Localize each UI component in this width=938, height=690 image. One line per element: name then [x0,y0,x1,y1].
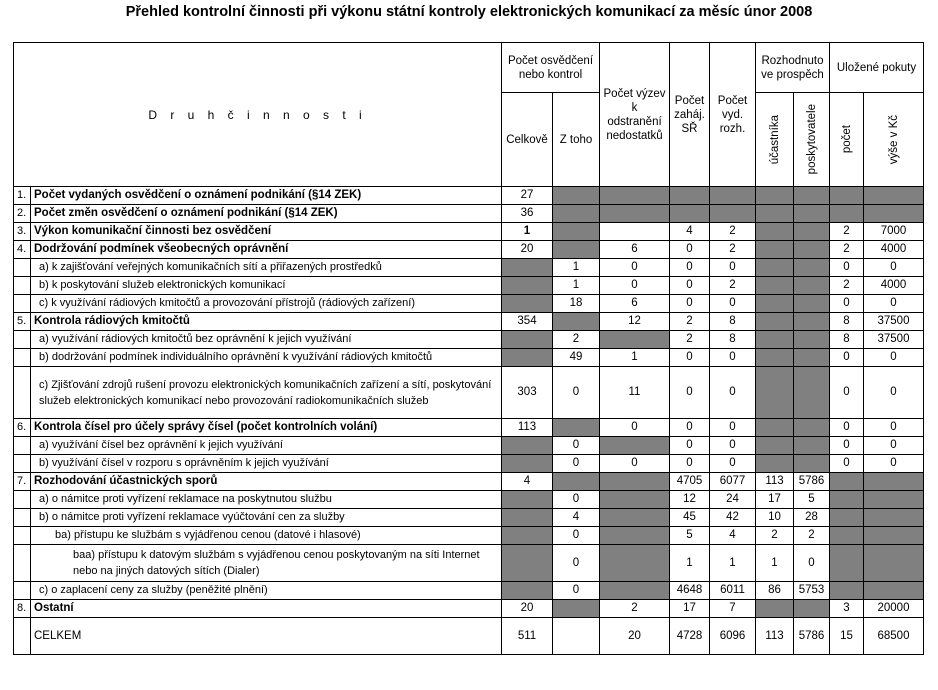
shaded-cell [794,437,830,455]
header-pocet-vyzev: Počet výzev k odstranění nedostatků [600,43,670,187]
shaded-cell [553,473,600,491]
value-cell: 1 [670,545,710,582]
value-cell: 2 [756,527,794,545]
value-cell: 2 [710,241,756,259]
header-celkove: Celkově [502,93,553,187]
row-label: CELKEM [31,618,502,655]
value-cell: 2 [670,313,710,331]
row-label: Počet vydaných osvědčení o oznámení podnikání (§14 ZEK) [31,187,502,205]
shaded-cell [710,187,756,205]
value-cell: 0 [670,419,710,437]
value-cell: 354 [502,313,553,331]
table-row [14,527,924,545]
value-cell: 0 [864,437,924,455]
shaded-cell [670,205,710,223]
shaded-cell [600,527,670,545]
value-cell: 49 [553,349,600,367]
shaded-cell [600,437,670,455]
value-cell: 113 [502,419,553,437]
shaded-cell [553,223,600,241]
report-table [13,42,924,655]
shaded-cell [600,473,670,491]
value-cell: 15 [830,618,864,655]
value-cell: 2 [830,277,864,295]
value-cell: 20 [502,241,553,259]
value-cell: 1 [756,545,794,582]
value-cell: 4 [502,473,553,491]
value-cell: 68500 [864,618,924,655]
value-cell: 7 [710,600,756,618]
table-row [14,205,924,223]
value-cell: 4 [710,527,756,545]
value-cell: 1 [553,277,600,295]
shaded-cell [864,509,924,527]
value-cell: 0 [864,455,924,473]
value-cell: 0 [670,259,710,277]
value-cell: 36 [502,205,553,223]
value-cell: 12 [600,313,670,331]
shaded-cell [600,545,670,582]
value-cell: 113 [756,618,794,655]
value-cell: 2 [670,331,710,349]
table-row [14,582,924,600]
value-cell: 2 [710,223,756,241]
row-number: 7. [14,473,31,491]
value-cell: 0 [600,259,670,277]
value-cell: 11 [600,367,670,419]
header-vyse: výše v Kč [887,114,900,165]
shaded-cell [830,527,864,545]
value-cell: 0 [670,295,710,313]
header-ucastnika: účastníka [768,114,781,165]
shaded-cell [553,600,600,618]
value-cell: 24 [710,491,756,509]
header-ulozene-pokuty: Uložené pokuty [830,43,924,93]
value-cell: 2 [553,331,600,349]
shaded-cell [864,205,924,223]
value-cell: 8 [830,313,864,331]
value-cell: 37500 [864,331,924,349]
value-cell: 37500 [864,313,924,331]
shaded-cell [794,187,830,205]
value-cell: 8 [710,313,756,331]
value-cell: 0 [553,491,600,509]
shaded-cell [502,295,553,313]
value-cell: 27 [502,187,553,205]
value-cell: 6096 [710,618,756,655]
value-cell: 6 [600,295,670,313]
value-cell: 0 [600,455,670,473]
value-cell: 0 [830,367,864,419]
value-cell: 20000 [864,600,924,618]
value-cell: 5 [670,527,710,545]
shaded-cell [553,187,600,205]
table-row [14,331,924,349]
shaded-cell [600,187,670,205]
value-cell: 42 [710,509,756,527]
shaded-cell [600,491,670,509]
shaded-cell [864,491,924,509]
shaded-cell [794,241,830,259]
row-label: c) o zaplacení ceny za služby (peněžité plnění) [31,582,502,600]
header-poskytovatele: poskytovatele [805,104,818,175]
row-label: b) k poskytování služeb elektronických komunikací [31,277,502,295]
row-number [14,582,31,600]
row-number [14,545,31,582]
value-cell [553,618,600,655]
shaded-cell [830,582,864,600]
value-cell: 1 [502,223,553,241]
value-cell: 17 [670,600,710,618]
row-number [14,277,31,295]
value-cell: 0 [670,367,710,419]
shaded-cell [794,277,830,295]
row-number [14,295,31,313]
shaded-cell [600,509,670,527]
row-label: Kontrola rádiových kmitočtů [31,313,502,331]
value-cell: 5786 [794,473,830,491]
value-cell: 28 [794,509,830,527]
shaded-cell [794,367,830,419]
row-number [14,618,31,655]
header-druh: D r u h č i n n o s t i [14,43,502,187]
shaded-cell [794,223,830,241]
value-cell: 0 [864,367,924,419]
table-row [14,509,924,527]
value-cell: 0 [553,455,600,473]
value-cell: 2 [710,277,756,295]
value-cell: 0 [864,295,924,313]
value-cell: 1 [600,349,670,367]
value-cell: 7000 [864,223,924,241]
row-label: Počet změn osvědčení o oznámení podnikání (§14 ZEK) [31,205,502,223]
shaded-cell [502,277,553,295]
row-number: 4. [14,241,31,259]
shaded-cell [830,187,864,205]
value-cell: 0 [600,419,670,437]
row-number: 2. [14,205,31,223]
value-cell: 511 [502,618,553,655]
shaded-cell [864,545,924,582]
value-cell: 1 [710,545,756,582]
table-row [14,473,924,491]
value-cell: 5753 [794,582,830,600]
shaded-cell [756,455,794,473]
row-label: Ostatní [31,600,502,618]
shaded-cell [864,473,924,491]
header-rozhodnuto: Rozhodnuto ve prospěch [756,43,830,93]
shaded-cell [600,582,670,600]
value-cell: 0 [553,367,600,419]
shaded-cell [502,455,553,473]
shaded-cell [830,545,864,582]
shaded-cell [794,313,830,331]
value-cell: 2 [830,223,864,241]
value-cell: 45 [670,509,710,527]
shaded-cell [864,582,924,600]
row-label: b) o námitce proti vyřízení reklamace vyúčtování cen za služby [31,509,502,527]
table-row [14,223,924,241]
value-cell: 4000 [864,277,924,295]
table-row [14,367,924,419]
header-pocet-vyd: Počet vyd. rozh. [710,43,756,187]
row-label: b) využívání čísel v rozporu s oprávněním k jejich využívání [31,455,502,473]
row-label: a) k zajišťování veřejných komunikačních sítí a přiřazených prostředků [31,259,502,277]
table-row [14,313,924,331]
row-number: 6. [14,419,31,437]
table-row [14,187,924,205]
report-body [14,187,924,655]
row-label: Dodržování podmínek všeobecných oprávnění [31,241,502,259]
row-number [14,349,31,367]
header-pocet-osvedceni: Počet osvědčení nebo kontrol [502,43,600,93]
value-cell: 0 [710,437,756,455]
shaded-cell [502,349,553,367]
value-cell: 4648 [670,582,710,600]
value-cell: 6 [600,241,670,259]
value-cell: 17 [756,491,794,509]
value-cell: 0 [710,419,756,437]
shaded-cell [502,331,553,349]
shaded-cell [756,205,794,223]
report-title: Přehled kontrolní činnosti při výkonu státní kontroly elektronických komunikací za měsíc únor 2008 [125,4,813,20]
table-row [14,241,924,259]
value-cell: 0 [710,259,756,277]
shaded-cell [710,205,756,223]
shaded-cell [756,331,794,349]
shaded-cell [553,241,600,259]
value-cell: 0 [794,545,830,582]
value-cell: 0 [670,349,710,367]
shaded-cell [830,473,864,491]
row-label: c) Zjišťování zdrojů rušení provozu elektronických komunikačních zařízení a sítí, poskytování služeb elektronických komunikací nebo provozování radiokomunikačních služeb [31,367,502,419]
row-number: 8. [14,600,31,618]
shaded-cell [670,187,710,205]
row-label: a) využívání rádiových kmitočtů bez oprávnění k jejich využívání [31,331,502,349]
table-row [14,349,924,367]
shaded-cell [794,205,830,223]
value-cell: 0 [710,455,756,473]
value-cell: 113 [756,473,794,491]
value-cell: 0 [830,419,864,437]
value-cell: 2 [600,600,670,618]
shaded-cell [794,419,830,437]
row-number [14,259,31,277]
value-cell: 0 [864,419,924,437]
shaded-cell [553,205,600,223]
value-cell: 2 [830,241,864,259]
value-cell: 1 [553,259,600,277]
table-row [14,545,924,582]
value-cell: 0 [710,367,756,419]
value-cell: 20 [600,618,670,655]
value-cell: 86 [756,582,794,600]
shaded-cell [502,582,553,600]
value-cell: 0 [710,295,756,313]
value-cell: 0 [553,437,600,455]
row-number: 1. [14,187,31,205]
header-pocet: počet [840,125,853,154]
table-row [14,600,924,618]
shaded-cell [502,437,553,455]
value-cell: 12 [670,491,710,509]
value-cell: 6011 [710,582,756,600]
shaded-cell [794,600,830,618]
value-cell: 303 [502,367,553,419]
shaded-cell [553,313,600,331]
row-label: Rozhodování účastnických sporů [31,473,502,491]
row-number [14,437,31,455]
shaded-cell [864,187,924,205]
value-cell: 0 [670,277,710,295]
table-row [14,419,924,437]
table-row [14,259,924,277]
value-cell: 4 [553,509,600,527]
value-cell: 0 [670,455,710,473]
value-cell: 0 [600,277,670,295]
row-number [14,367,31,419]
shaded-cell [756,313,794,331]
shaded-cell [756,419,794,437]
shaded-cell [600,205,670,223]
row-number [14,455,31,473]
value-cell: 2 [794,527,830,545]
row-label: Kontrola čísel pro účely správy čísel (počet kontrolních volání) [31,419,502,437]
shaded-cell [794,331,830,349]
value-cell: 0 [830,349,864,367]
shaded-cell [600,331,670,349]
value-cell: 4728 [670,618,710,655]
value-cell: 0 [553,527,600,545]
value-cell: 4000 [864,241,924,259]
shaded-cell [756,187,794,205]
row-label: Výkon komunikační činnosti bez osvědčení [31,223,502,241]
row-label: a) o námitce proti vyřízení reklamace na poskytnutou službu [31,491,502,509]
table-row [14,277,924,295]
value-cell: 0 [864,349,924,367]
shaded-cell [830,205,864,223]
value-cell: 8 [710,331,756,349]
shaded-cell [794,295,830,313]
table-row [14,618,924,655]
header-z-toho: Z toho [553,93,600,187]
shaded-cell [756,367,794,419]
shaded-cell [502,545,553,582]
shaded-cell [794,349,830,367]
value-cell: 0 [864,259,924,277]
shaded-cell [756,437,794,455]
row-number [14,509,31,527]
value-cell: 4 [670,223,710,241]
shaded-cell [502,259,553,277]
row-number [14,331,31,349]
table-row [14,455,924,473]
value-cell: 6077 [710,473,756,491]
value-cell: 0 [830,295,864,313]
value-cell: 0 [670,241,710,259]
shaded-cell [756,241,794,259]
value-cell: 5786 [794,618,830,655]
table-row [14,437,924,455]
shaded-cell [756,223,794,241]
row-label: baa) přístupu k datovým službám s vyjádřenou cenou poskytovaným na síti Internet nebo na jiných datových sítích (Dialer) [31,545,502,582]
shaded-cell [756,349,794,367]
value-cell: 10 [756,509,794,527]
shaded-cell [830,509,864,527]
value-cell [600,223,670,241]
shaded-cell [756,600,794,618]
row-label: c) k využívání rádiových kmitočtů a provozování přístrojů (rádiových zařízení) [31,295,502,313]
table-row [14,491,924,509]
shaded-cell [756,295,794,313]
shaded-cell [794,259,830,277]
value-cell: 4705 [670,473,710,491]
value-cell: 0 [710,349,756,367]
row-label: ba) přístupu ke službám s vyjádřenou cenou (datové i hlasové) [31,527,502,545]
shaded-cell [794,455,830,473]
value-cell: 5 [794,491,830,509]
row-number: 3. [14,223,31,241]
value-cell: 0 [830,259,864,277]
row-number [14,527,31,545]
row-label: b) dodržování podmínek individuálního oprávnění k využívání rádiových kmitočtů [31,349,502,367]
shaded-cell [502,509,553,527]
header-pocet-zahaj: Počet zaháj. SŘ [670,43,710,187]
value-cell: 0 [830,437,864,455]
shaded-cell [553,419,600,437]
shaded-cell [830,491,864,509]
shaded-cell [502,527,553,545]
shaded-cell [864,527,924,545]
value-cell: 3 [830,600,864,618]
value-cell: 0 [830,455,864,473]
value-cell: 8 [830,331,864,349]
value-cell: 0 [670,437,710,455]
value-cell: 20 [502,600,553,618]
value-cell: 18 [553,295,600,313]
table-row [14,295,924,313]
shaded-cell [756,259,794,277]
row-number: 5. [14,313,31,331]
shaded-cell [756,277,794,295]
row-number [14,491,31,509]
value-cell: 0 [553,582,600,600]
value-cell: 0 [553,545,600,582]
shaded-cell [502,491,553,509]
row-label: a) využívání čísel bez oprávnění k jejich využívání [31,437,502,455]
